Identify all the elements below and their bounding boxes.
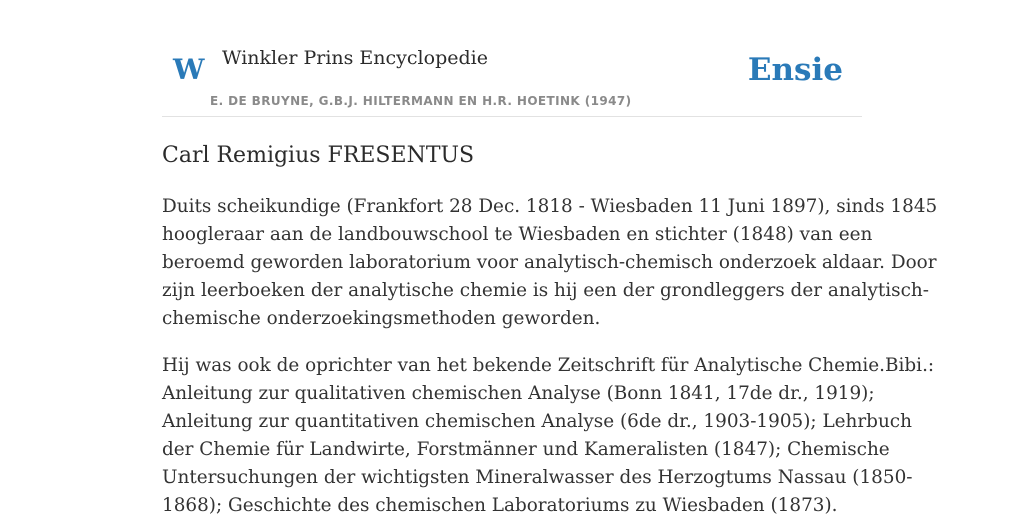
paragraph-line: Untersuchungen der wichtigsten Mineralwasser des Herzogtums Nassau (1850- [162,467,913,488]
paragraph-line: 1868); Geschichte des chemischen Laboratoriums zu Wiesbaden (1873). [162,495,838,516]
paragraph-line: beroemd geworden laboratorium voor analytisch-chemisch onderzoek aldaar. Door [162,252,937,273]
winkler-prins-logo[interactable]: W [173,53,205,86]
paragraph-line: Anleitung zur quantitativen chemischen Analyse (6de dr., 1903-1905); Lehrbuch [162,411,912,432]
paragraph-line: Duits scheikundige (Frankfort 28 Dec. 1818 - Wiesbaden 11 Juni 1897), sinds 1845 [162,196,938,217]
paragraph-2 [162,352,935,520]
paragraph-line: chemische onderzoekingsmethoden geworden. [162,308,601,329]
paragraph-line: zijn leerboeken der analytische chemie is hij een der grondleggers der analytisch- [162,280,929,301]
publication-authors: E. DE BRUYNE, G.B.J. HILTERMANN EN H.R. HOETINK (1947) [210,94,632,108]
paragraph-1 [162,193,938,333]
header [162,0,862,117]
page [162,0,938,520]
paragraph-line: der Chemie für Landwirte, Forstmänner und Kameralisten (1847); Chemische [162,439,890,460]
entry-title: Carl Remigius FRESENTUS [162,143,475,168]
paragraph-line: Anleitung zur qualitativen chemischen Analyse (Bonn 1841, 17de dr., 1919); [162,383,875,404]
paragraph-line: hoogleraar aan de landbouwschool te Wiesbaden en stichter (1848) van een [162,224,873,245]
ensie-logo[interactable]: Ensie [747,52,843,88]
publication-title: Winkler Prins Encyclopedie [222,47,488,69]
paragraph-line: Hij was ook de oprichter van het bekende Zeitschrift für Analytische Chemie.Bibi.: [162,355,935,376]
